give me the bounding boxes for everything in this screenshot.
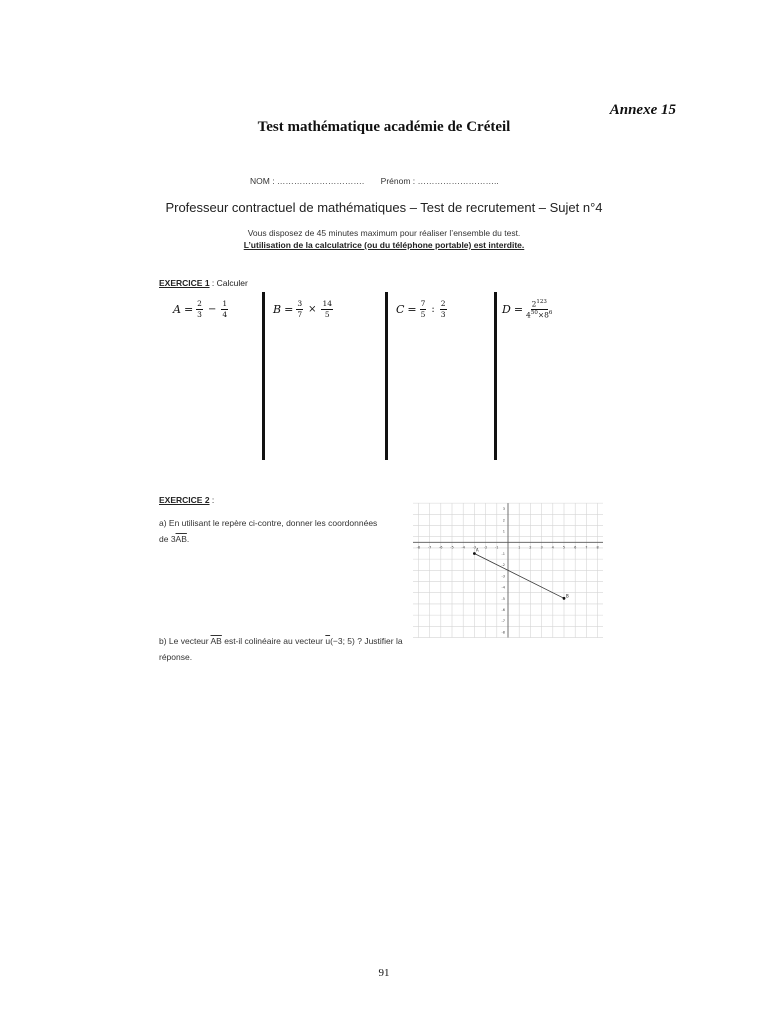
x-tick-label: -5 [450,545,454,550]
page-number: 91 [378,967,390,979]
y-tick-label: -2 [501,563,505,568]
operator: − [207,303,217,315]
x-tick-label: 6 [574,545,577,550]
y-tick-label: -3 [501,574,505,579]
x-tick-label: 4 [551,545,554,550]
fraction: $\frac{2^{123}}{4^{50}\times 8^6}$ [526,299,553,320]
x-tick-label: -2 [483,545,488,550]
y-tick-label: 1 [502,529,505,534]
y-tick-label: -7 [501,619,505,624]
exercise-1-instruction: : Calculer [209,278,248,288]
x-tick-label: -1 [495,545,499,550]
x-tick-label: -6 [439,545,443,550]
coordinate-grid [413,498,603,650]
y-tick-label: -8 [501,630,505,635]
operator: × [308,303,317,315]
subject-heading: Professeur contractuel de mathématiques – Test de recrutement – Sujet n°4 [165,200,603,215]
nom-field[interactable]: NOM : …………………………. [250,176,365,186]
expression-a [173,300,231,318]
exercise-2-label: EXERCICE 2 [159,495,210,505]
equals-sign: = [513,303,524,316]
duration-note: Vous disposez de 45 minutes maximum pour réaliser l’ensemble du test. [247,228,521,238]
document-title: Test mathématique académie de Créteil [257,119,511,135]
equals-sign: = [284,302,294,316]
expression-c [396,300,450,318]
prenom-field[interactable]: Prénom : ……………………….. [380,176,499,186]
equals-sign: = [407,302,417,316]
fraction: $\frac{3}{7}$ [297,299,303,319]
exercise-2-suffix: : [209,495,215,505]
y-tick-label: 3 [502,507,505,512]
point-a [473,552,476,555]
point-a-label: A [475,547,479,553]
fraction: $\frac{7}{5}$ [420,299,426,319]
y-tick-label: -6 [501,608,505,613]
equals-sign: = [183,302,194,316]
annex-label: Annexe 15 [609,102,676,118]
x-tick-label: -4 [461,545,465,550]
expression-d [502,300,555,319]
fraction: $\frac{2}{3}$ [440,299,446,319]
exercise-1-label: EXERCICE 1 [159,278,210,288]
x-tick-label: 3 [540,545,543,550]
column-divider [494,292,497,460]
x-tick-label: 8 [596,545,599,550]
expression-b [273,300,336,318]
fraction: $\frac{2}{3}$ [197,299,202,319]
y-tick-label: -5 [501,596,505,601]
x-tick-label: 2 [529,545,532,550]
y-tick-label: 2 [502,518,505,523]
expression-name: C [396,302,405,316]
vector-ab: $\overline{AB}$ [210,636,222,646]
y-tick-label: -4 [501,585,505,590]
exercise-2-heading [159,495,214,505]
point-b-label: B [566,593,569,599]
fraction: $\frac{14}{5}$ [322,299,333,319]
fraction: $\frac{1}{4}$ [222,299,228,319]
x-tick-label: -7 [427,545,432,550]
question-a: a) En utilisant le repère ci-contre, donner les coordonnées de $3\overline{AB}$. [159,518,378,544]
vector-u: $\overline{u}$ [325,636,331,646]
operator: : [431,303,435,315]
column-divider [262,292,265,460]
column-divider [385,292,388,460]
x-tick-label: -3 [472,545,477,550]
x-tick-label: -8 [416,545,421,550]
expression-name: A [173,302,181,316]
identity-line [250,176,513,186]
y-tick-label: -1 [501,552,505,557]
expression-name: D [502,303,511,316]
x-tick-label: 5 [562,545,566,550]
x-tick-label: 1 [518,545,521,550]
exercise-1-heading [159,278,248,288]
expression-name: B [273,302,282,316]
vector-ab: $\overline{AB}$ [175,534,187,544]
question-b: b) Le vecteur $\overline{AB}$ est-il colinéaire au vecteur $\overline{u}(-3$; 5) ? Justifier la réponse. [159,636,403,662]
calculator-rule: L’utilisation de la calculatrice (ou du téléphone portable) est interdite. [243,240,525,250]
x-tick-label: 7 [585,545,588,550]
point-b [563,597,566,600]
